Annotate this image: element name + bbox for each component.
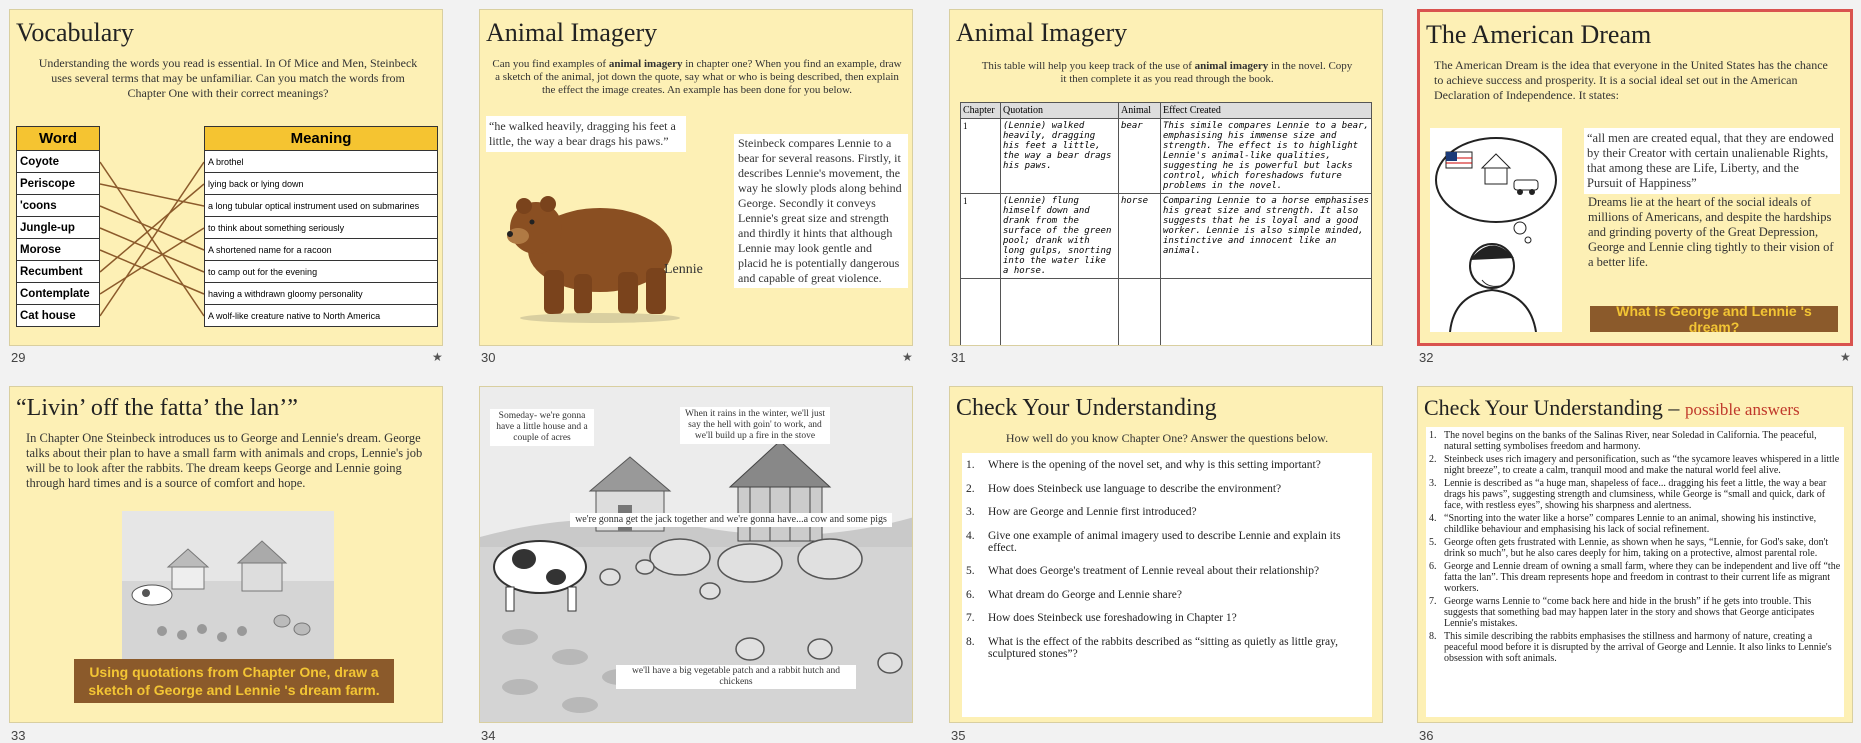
col-header: Quotation [1001, 103, 1119, 119]
question-text: What does George's treatment of Lennie reveal about their relationship? [988, 565, 1320, 577]
table-row [205, 217, 438, 239]
answers-box [1426, 427, 1844, 717]
explanation-box: Steinbeck compares Lennie to a bear for several reasons. Firstly, it describes Lennie's movement, the way he slowly plods along behind George. Secondly it conveys Lennie's great size and strength and thirdly it hints that although Lennie may look gentle and placid he is potentially dangerous and capable of great violence. [734, 134, 908, 288]
star-icon[interactable]: ★ [902, 350, 913, 364]
table-cell: bear [1119, 119, 1161, 194]
table-row [961, 119, 1372, 194]
slide-intro: In Chapter One Steinbeck introduces us to George and Lennie's dream. George talks about their plan to have a small farm with animals and crops, Lennie's job will be to look after the rabbits. The dream keeps George and Lennie going through hard times and is a source of comfort and hope. [26, 431, 423, 490]
vocab-word: Cat house [17, 305, 100, 327]
dream-question-banner: What is George and Lennie 's dream? [1590, 306, 1838, 332]
question-item [966, 459, 1368, 471]
question-item [966, 589, 1368, 601]
vocab-meaning: having a withdrawn gloomy personality [205, 283, 438, 305]
item-number: 6. [966, 588, 975, 601]
answer-text: George warns Lennie to “come back here and hide in the brush” if he gets into trouble. This suggests that something bad may happen later in the story and shows that George anticipates Lennie's mistakes. [1444, 596, 1815, 629]
table-row [961, 279, 1372, 347]
slide-intro: Understanding the words you read is essential. In Of Mice and Men, Steinbeck uses several terms that may be unfamiliar. Can you match the words from Chapter One with their correct meanings? [38, 56, 418, 100]
vocab-meaning-table [204, 126, 438, 327]
farm-caption: Someday- we're gonna have a little house and a couple of acres [490, 409, 594, 446]
slide-body: Dreams lie at the heart of the social ideals of millions of Americans, and despite the hardships and grinding poverty of the Great Depression, George and Lennie cling tightly to their vision of a better life. [1588, 195, 1834, 269]
vocab-word: Jungle-up [17, 217, 100, 239]
slide-number: 33 [11, 728, 26, 743]
question-item [966, 565, 1368, 577]
item-number: 7. [1429, 596, 1437, 607]
answer-item [1429, 430, 1841, 452]
slide-number: 35 [951, 728, 966, 743]
vocab-word: Periscope [17, 173, 100, 195]
table-row [205, 261, 438, 283]
slide-title: Check Your Understanding [956, 395, 1217, 421]
answer-text: This simile describing the rabbits emphasises the stillness and harmony of nature, creating a peaceful mood before it is disrupted by the arrival of George and Lennie. It also links to Lennie's obsession with soft animals. [1444, 631, 1832, 664]
table-row [205, 239, 438, 261]
vocab-meaning: a long tubular optical instrument used on submarines [205, 195, 438, 217]
item-number: 7. [966, 612, 975, 624]
farm-caption: When it rains in the winter, we'll just say the hell with goin' to work, and we'll build up a fire in the stove [680, 407, 830, 444]
slide-35[interactable] [949, 386, 1383, 723]
table-row [17, 173, 100, 195]
slide-number: 30 [481, 350, 496, 365]
question-text: How are George and Lennie first introduced? [988, 506, 1197, 518]
answer-item [1429, 513, 1841, 535]
answers-list [1429, 430, 1841, 664]
declaration-quote: “all men are created equal, that they are endowed by their Creator with certain unalienable Rights, that among these are Life, Liberty, and the Pursuit of Happiness” [1584, 128, 1840, 194]
slide-number: 32 [1419, 350, 1434, 365]
star-icon[interactable]: ★ [432, 350, 443, 364]
questions-list [966, 459, 1368, 660]
table-cell: Comparing Lennie to a horse emphasises his great size and strength. It also suggests that he is loyal and a good worker. Lennie is also simple minded, instinctive and innocent like an animal. [1161, 194, 1372, 279]
slide-number: 31 [951, 350, 966, 365]
word-header: Word [17, 127, 100, 151]
question-item [966, 636, 1368, 660]
animal-imagery-table [960, 102, 1372, 346]
col-header: Effect Created [1161, 103, 1372, 119]
slide-title: Vocabulary [16, 18, 134, 47]
answer-text: Steinbeck uses rich imagery and personification, such as “the sycamore leaves whispered in a little night breeze”, to create a calm, tranquil mood and make the natural world feel alive. [1444, 454, 1840, 476]
vocab-meaning: A wolf-like creature native to North America [205, 305, 438, 327]
star-icon[interactable]: ★ [1840, 350, 1851, 364]
slide-intro: This table will help you keep track of the use of animal imagery in the novel. Copy it then complete it as you read through the book. [981, 60, 1353, 85]
slide-30[interactable] [479, 9, 913, 346]
answer-item [1429, 537, 1841, 559]
col-header: Animal [1119, 103, 1161, 119]
item-number: 2. [1429, 454, 1437, 465]
item-number: 1. [966, 459, 975, 471]
vocab-meaning: A shortened name for a racoon [205, 239, 438, 261]
slide-title: Animal Imagery [486, 18, 658, 47]
question-item [966, 506, 1368, 518]
table-row [205, 195, 438, 217]
slide-intro: How well do you know Chapter One? Answer the questions below. [1005, 431, 1329, 445]
question-text: What is the effect of the rabbits described as “sitting as quietly as little gray, sculptured stones”? [988, 635, 1339, 660]
slide-29[interactable] [9, 9, 443, 346]
quote-box: “he walked heavily, dragging his feet a little, the way a bear drags his paws.” [486, 116, 686, 152]
item-number: 3. [966, 506, 975, 518]
table-row [205, 305, 438, 327]
farm-caption: we'll have a big vegetable patch and a rabbit hutch and chickens [616, 665, 856, 689]
slide-number: 36 [1419, 728, 1434, 743]
item-number: 4. [966, 529, 975, 542]
table-cell: This simile compares Lennie to a bear, emphasising his immense size and strength. The effect is to highlight Lennie's animal-like qualities, suggesting he is powerful but lacks control, which foreshadows future problems in the novel. [1161, 119, 1372, 194]
table-row [17, 195, 100, 217]
dream-thinker-image [1430, 128, 1562, 332]
slide-title: Animal Imagery [956, 18, 1128, 47]
answer-text: The novel begins on the banks of the Salinas River, near Soledad in California. The peaceful, natural setting symbolises freedom and harmony. [1444, 430, 1817, 452]
answer-item [1429, 561, 1841, 594]
slide-intro: The American Dream is the idea that everyone in the United States has the chance to achieve success and prosperity. It is a social ideal set out in the American Declaration of Independence. It states: [1434, 58, 1828, 102]
slide-title: Check Your Understanding – possible answers [1424, 395, 1800, 420]
table-cell: (Lennie) walked heavily, dragging his feet a little, the way a bear drags his paws. [1001, 119, 1119, 194]
table-row [17, 283, 100, 305]
item-number: 4. [1429, 513, 1437, 524]
table-row [205, 283, 438, 305]
bear-image [500, 170, 690, 330]
slide-36[interactable] [1417, 386, 1853, 723]
vocab-word-table [16, 126, 100, 327]
slide-32[interactable] [1417, 9, 1853, 346]
table-row [17, 261, 100, 283]
question-item [966, 612, 1368, 624]
matching-lines [100, 150, 204, 330]
question-text: How does Steinbeck use language to describe the environment? [988, 482, 1282, 495]
slide-intro: Can you find examples of animal imagery in chapter one? When you find an example, draw a sketch of the animal, jot down the quote, say what or who is being described, then explain the effect the image creates. An example has been done for you below. [492, 58, 902, 96]
table-row [205, 173, 438, 195]
farm-sketch-image [122, 511, 334, 661]
question-item [966, 530, 1368, 554]
item-number: 6. [1429, 561, 1437, 572]
question-text: What dream do George and Lennie share? [988, 588, 1182, 601]
vocab-word: Morose [17, 239, 100, 261]
item-number: 5. [966, 565, 975, 577]
answer-item [1429, 631, 1841, 664]
slide-31[interactable] [949, 9, 1383, 346]
question-item [966, 483, 1368, 495]
question-text: Give one example of animal imagery used to describe Lennie and explain its effect. [988, 529, 1341, 554]
questions-box [962, 453, 1372, 717]
vocab-meaning: to camp out for the evening [205, 261, 438, 283]
meaning-header: Meaning [205, 127, 438, 151]
slide-title: The American Dream [1426, 20, 1652, 49]
item-number: 1. [1429, 430, 1437, 441]
vocab-meaning: A brothel [205, 151, 438, 173]
slide-33[interactable] [9, 386, 443, 723]
vocab-meaning: to think about something seriously [205, 217, 438, 239]
answer-text: George and Lennie dream of owning a small farm, where they can be independent and live off “the fatta the lan”. This dream represents hope and freedom in contrast to their current life as migrant workers. [1444, 561, 1841, 594]
answer-item [1429, 478, 1841, 511]
sketch-task-banner: Using quotations from Chapter One, draw a sketch of George and Lennie 's dream farm. [74, 659, 394, 703]
vocab-word: 'coons [17, 195, 100, 217]
table-cell: 1 [961, 119, 1001, 194]
table-cell: horse [1119, 194, 1161, 279]
answer-text: Lennie is described as “a huge man, shapeless of face... dragging his feet a little, the way a bear drags his paws”, suggesting strength and clumsiness, while George is “small and quick, dark of face, with restless eyes”, showing his sharpness and alertness. [1444, 478, 1827, 511]
answer-text: George often gets frustrated with Lennie, as shown when he says, “Lennie, for God's sake, don't drink so much”, but he also cares deeply for him, taking on a protective, almost parental role. [1444, 537, 1829, 559]
table-cell: (Lennie) flung himself down and drank from the surface of the green pool; drank with long gulps, snorting into the water like a horse. [1001, 194, 1119, 279]
table-cell: 1 [961, 194, 1001, 279]
question-text: Where is the opening of the novel set, and why is this setting important? [988, 459, 1321, 471]
item-number: 8. [966, 635, 975, 648]
answer-item [1429, 596, 1841, 629]
vocab-meaning: lying back or lying down [205, 173, 438, 195]
answer-text: “Snorting into the water like a horse” compares Lennie to an animal, showing his instinctive, childlike behaviour and emphasising his lack of social refinement. [1444, 513, 1817, 535]
table-row [17, 239, 100, 261]
item-number: 2. [966, 482, 975, 495]
animal-label: Lennie [664, 262, 703, 277]
vocab-word: Recumbent [17, 261, 100, 283]
item-number: 5. [1429, 537, 1437, 548]
table-row [17, 151, 100, 173]
table-row [205, 151, 438, 173]
col-header: Chapter [961, 103, 1001, 119]
table-row [17, 305, 100, 327]
table-row [17, 217, 100, 239]
item-number: 3. [1429, 478, 1437, 489]
item-number: 8. [1429, 631, 1437, 642]
vocab-word: Contemplate [17, 283, 100, 305]
vocab-word: Coyote [17, 151, 100, 173]
answer-item [1429, 454, 1841, 476]
slide-title: “Livin’ off the fatta’ the lan’” [16, 395, 298, 421]
slide-number: 29 [11, 350, 26, 365]
table-row [961, 194, 1372, 279]
question-text: How does Steinbeck use foreshadowing in Chapter 1? [988, 612, 1237, 624]
slide-number: 34 [481, 728, 496, 743]
slide-34[interactable] [479, 386, 913, 723]
farm-caption: we're gonna get the jack together and we're gonna have...a cow and some pigs [570, 513, 892, 527]
